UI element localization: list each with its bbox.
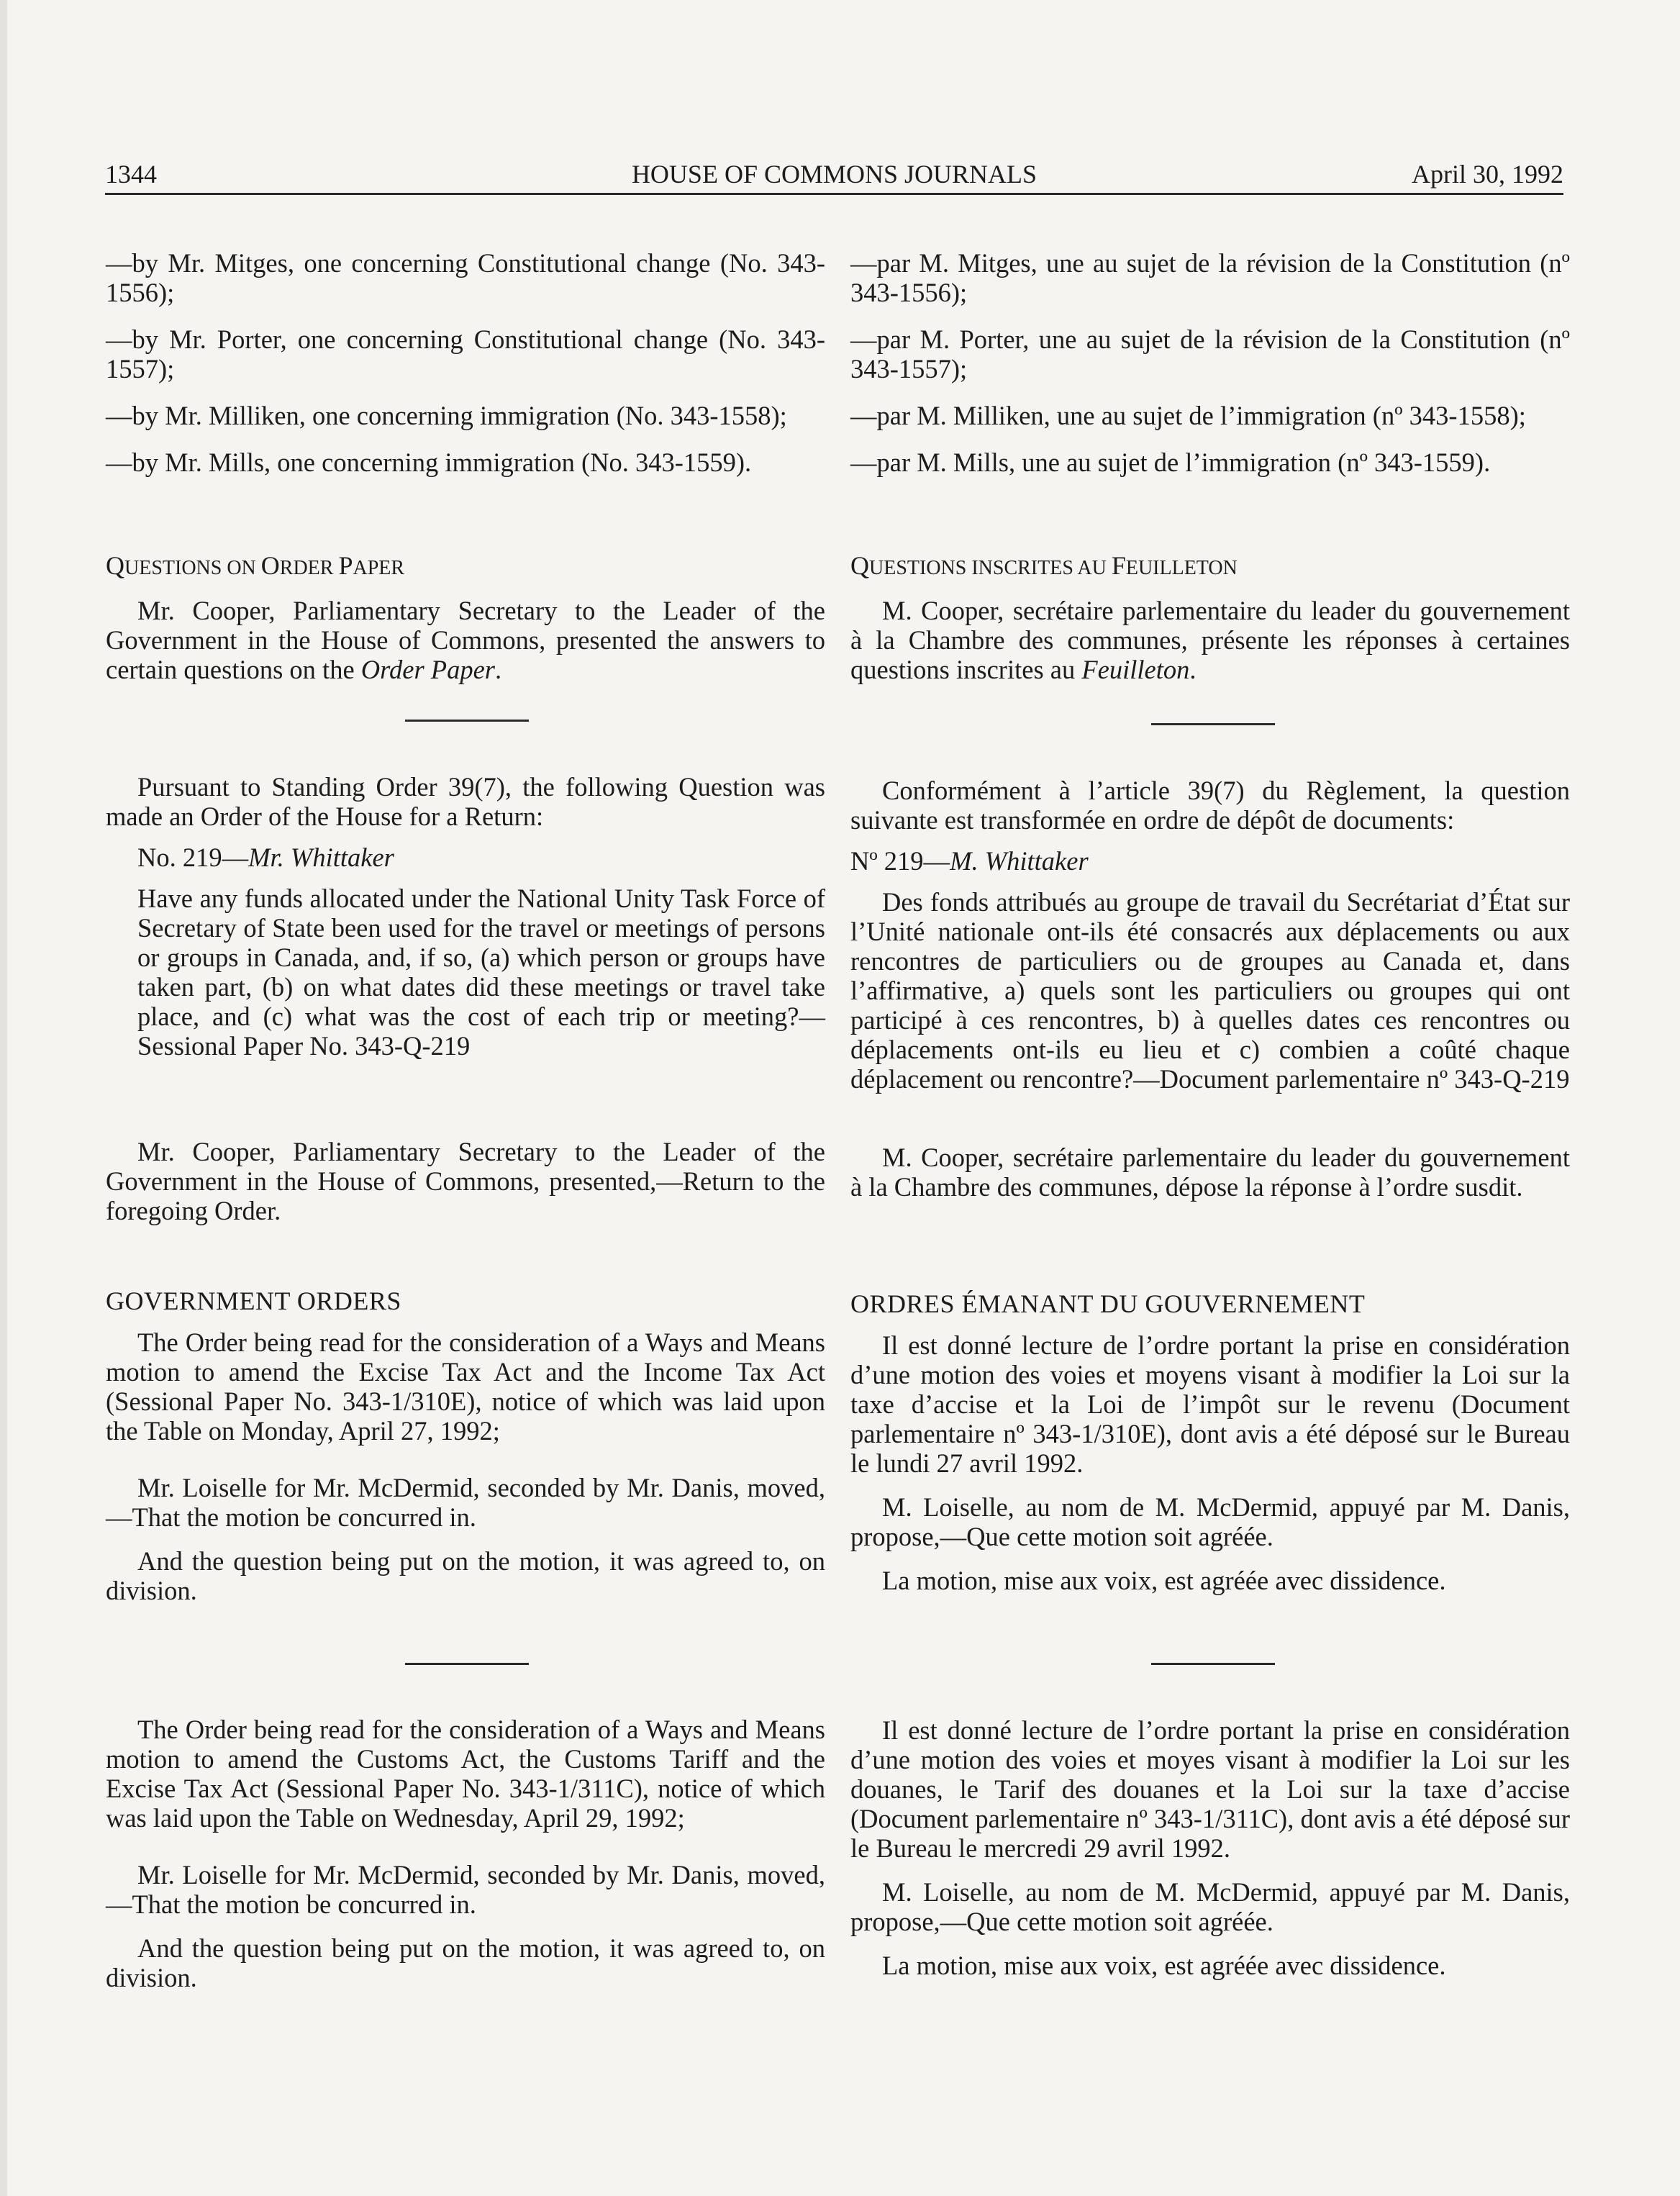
section-heading: QUESTIONS ON ORDER PAPER: [106, 551, 405, 580]
question-text: Have any funds allocated under the National Unity Task Force of Secretary of State been used for the travel or meetings of persons or groups in Canada, and, if so, (a) which person or groups have taken part, (b) on what dates did these meetings or travel take place, and (c) what was the cost of each trip or meeting?—Sessional Paper No. 343-Q-219: [137, 884, 825, 1061]
government-orders-en: [106, 1287, 825, 1605]
motion-agreed: La motion, mise aux voix, est agréée avec dissidence.: [882, 1566, 1446, 1595]
petitions-en: [106, 248, 825, 477]
order-paragraph: The Order being read for the consideration of a Ways and Means motion to amend the Excise Tax Act and the Income Tax Act (Sessional Paper No. 343-1/310E), notice of which was laid upon the Table on Monday, April 27, 1992;: [106, 1328, 825, 1446]
petition-item: —by Mr. Mills, one concerning immigration (No. 343-1559).: [106, 448, 752, 477]
return-intro: Pursuant to Standing Order 39(7), the following Question was made an Order of the House for a Return:: [106, 772, 825, 831]
journal-date: April 30, 1992: [1412, 160, 1563, 189]
running-head: [105, 155, 1563, 195]
section-heading: GOVERNMENT ORDERS: [106, 1287, 401, 1315]
petition-item: —par M. Milliken, une au sujet de l’immigration (nº 343-1558);: [850, 401, 1526, 430]
return-tabled-en: [106, 1137, 825, 1225]
question-text: Des fonds attribués au groupe de travail du Secrétariat d’État sur l’Unité nationale ont-ils été consacrés aux déplacements ou aux rencontres de particuliers ou de groupes au Canada et, dans l’affirmative, a) quels sont les particuliers ou groupes qui ont participé à ces rencontres, b) à quelles dates ces rencontres ou déplacements ont-ils eu lieu et c) combien a coûté chaque déplacement ou rencontre?—Document parlementaire nº 343-Q-219: [850, 887, 1570, 1094]
petition-item: —par M. Mitges, une au sujet de la révision de la Constitution (nº 343-1556);: [850, 248, 1570, 307]
motion-moved: Mr. Loiselle for Mr. McDermid, seconded by Mr. Danis, moved,—That the motion be concurred in.: [106, 1473, 825, 1532]
questions-paragraph: Mr. Cooper, Parliamentary Secretary to the Leader of the Government in the House of Commons, presented the answers to certain questions on the Order Paper.: [106, 596, 825, 684]
motion-moved: M. Loiselle, au nom de M. McDermid, appuyé par M. Danis, propose,—Que cette motion soit agréée.: [850, 1877, 1570, 1936]
order-paragraph: Il est donné lecture de l’ordre portant la prise en considération d’une motion des voies et moyens visant à modifier la Loi sur la taxe d’accise et la Loi de l’impôt sur le revenu (Document parlementaire nº 343-1/310E), dont avis a été déposé sur le Bureau le lundi 27 avril 1992.: [850, 1330, 1570, 1478]
section-heading: QUESTIONS INSCRITES AU FEUILLETON: [850, 551, 1238, 580]
questions-paragraph: M. Cooper, secrétaire parlementaire du leader du gouvernement à la Chambre des communes, présente les réponses à certaines questions inscrites au Feuilleton.: [850, 596, 1570, 684]
return-paragraph: Mr. Cooper, Parliamentary Secretary to the Leader of the Government in the House of Commons, presented,—Return to the foregoing Order.: [106, 1137, 825, 1225]
petition-item: —by Mr. Porter, one concerning Constitutional change (No. 343-1557);: [106, 325, 825, 384]
return-intro: Conformément à l’article 39(7) du Règlement, la question suivante est transformée en ordre de dépôt de documents:: [850, 776, 1570, 835]
order-paragraph: The Order being read for the consideration of a Ways and Means motion to amend the Customs Act, the Customs Tariff and the Excise Tax Act (Sessional Paper No. 343-1/311C), notice of which was laid upon the Table on Wednesday, April 29, 1992;: [106, 1715, 825, 1833]
return-paragraph: M. Cooper, secrétaire parlementaire du leader du gouvernement à la Chambre des communes, dépose la réponse à l’ordre susdit.: [850, 1143, 1570, 1202]
order-return-fr: [850, 776, 1570, 1094]
page-number: 1344: [105, 160, 157, 189]
motion-agreed: La motion, mise aux voix, est agréée avec dissidence.: [882, 1951, 1446, 1980]
petition-item: —by Mr. Mitges, one concerning Constitutional change (No. 343-1556);: [106, 248, 825, 307]
petitions-fr: [850, 248, 1570, 477]
government-orders-fr: [850, 1289, 1570, 1595]
questions-fr: [850, 550, 1570, 684]
scan-edge: [0, 0, 7, 2196]
journal-title: HOUSE OF COMMONS JOURNALS: [631, 160, 1037, 189]
petition-item: —par M. Porter, une au sujet de la révision de la Constitution (nº 343-1557);: [850, 325, 1570, 384]
government-orders-2-fr: [850, 1715, 1570, 1980]
questions-en: [106, 550, 825, 684]
question-number: No. 219—Mr. Whittaker: [137, 843, 394, 872]
section-divider: [1151, 1663, 1275, 1665]
question-number: Nº 219—M. Whittaker: [850, 846, 1089, 876]
section-divider: [405, 1663, 529, 1665]
section-divider: [1151, 723, 1275, 725]
motion-moved: Mr. Loiselle for Mr. McDermid, seconded by Mr. Danis, moved,—That the motion be concurred in.: [106, 1860, 825, 1919]
order-return-en: [106, 772, 825, 1061]
motion-agreed: And the question being put on the motion, it was agreed to, on division.: [106, 1933, 825, 1992]
order-paragraph: Il est donné lecture de l’ordre portant la prise en considération d’une motion des voies et moyes visant à modifier la Loi sur les douanes, le Tarif des douanes et la Loi sur la taxe d’accise (Document parlementaire nº 343-1/311C), dont avis a été déposé sur le Bureau le mercredi 29 avril 1992.: [850, 1715, 1570, 1863]
return-tabled-fr: [850, 1143, 1570, 1202]
petition-item: —par M. Mills, une au sujet de l’immigration (nº 343-1559).: [850, 448, 1491, 477]
petition-item: —by Mr. Milliken, one concerning immigration (No. 343-1558);: [106, 401, 787, 430]
motion-agreed: And the question being put on the motion, it was agreed to, on division.: [106, 1546, 825, 1605]
government-orders-2-en: [106, 1715, 825, 1992]
motion-moved: M. Loiselle, au nom de M. McDermid, appuyé par M. Danis, propose,—Que cette motion soit agréée.: [850, 1492, 1570, 1551]
section-divider: [405, 720, 529, 722]
section-heading: ORDRES ÉMANANT DU GOUVERNEMENT: [850, 1289, 1366, 1318]
